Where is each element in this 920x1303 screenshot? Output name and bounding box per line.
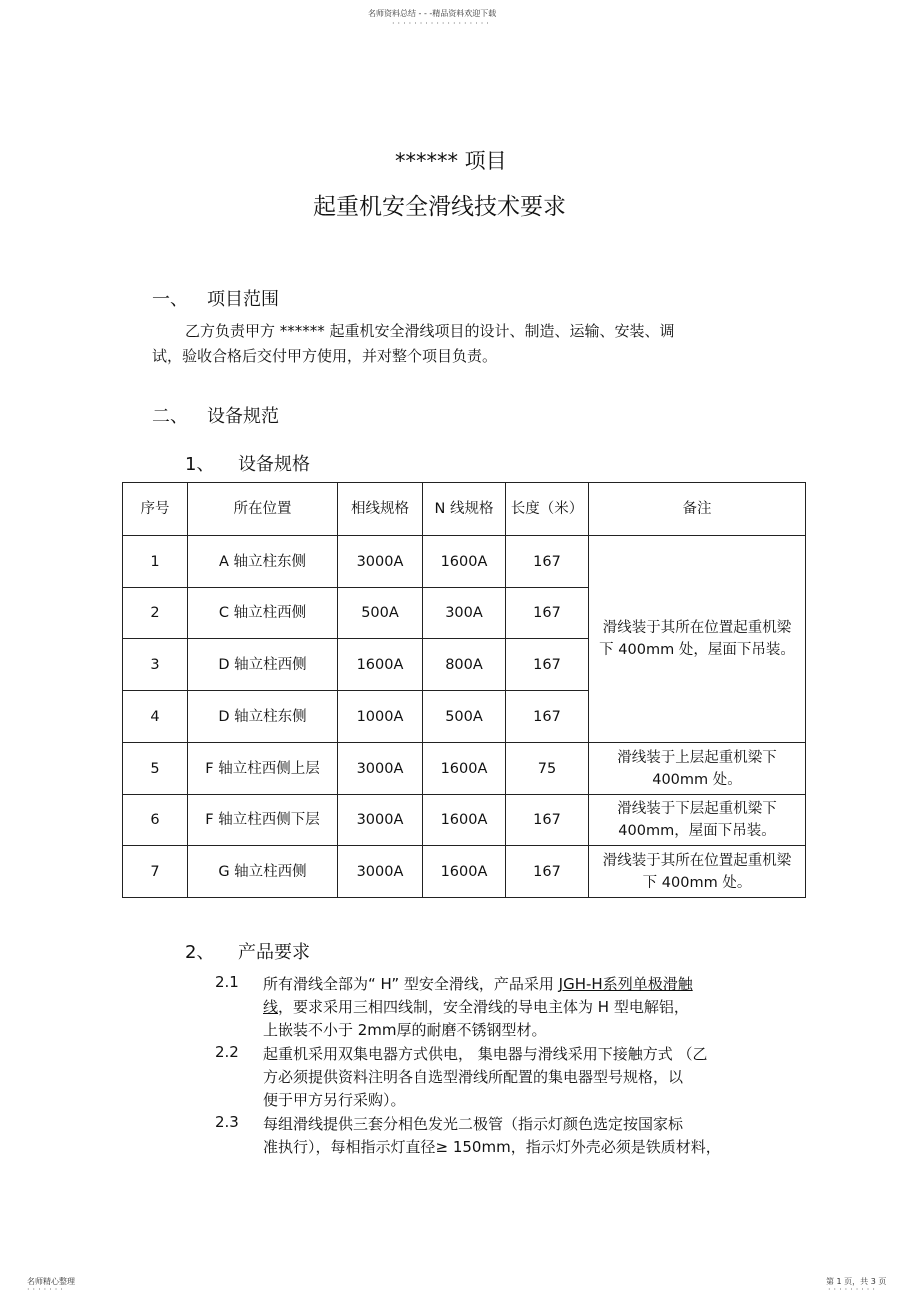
table-cell: 167	[506, 846, 589, 898]
table-cell-remark: 滑线装于其所在位置起重机梁下 400mm 处。	[589, 846, 806, 898]
section-title: 设备规范	[207, 406, 279, 427]
table-cell: 1600A	[423, 743, 506, 795]
table-cell: 167	[506, 639, 589, 691]
table-cell: 4	[123, 691, 188, 743]
paragraph-line: 试，验收合格后交付甲方使用，并对整个项目负责。	[152, 347, 498, 365]
equipment-spec-table	[122, 482, 806, 898]
table-cell: 800A	[423, 639, 506, 691]
item-line: 上嵌装不小于 2mm厚的耐磨不锈钢型材。	[263, 1021, 547, 1039]
table-cell: G 轴立柱西侧	[188, 846, 338, 898]
table-cell: 300A	[423, 588, 506, 639]
page-header: 名师资料总结 - - -精品资料欢迎下载	[368, 9, 497, 18]
item-line	[263, 973, 693, 994]
item-text: ，要求采用三相四线制，安全滑线的导电主体为 H 型电解铝，	[278, 998, 689, 1016]
subsection-number: 2、	[185, 942, 215, 963]
table-cell: 2	[123, 588, 188, 639]
table-cell: 1	[123, 536, 188, 588]
table-cell-remark: 滑线装于其所在位置起重机梁下 400mm 处，屋面下吊装。	[589, 536, 806, 743]
table-cell: C 轴立柱西侧	[188, 588, 338, 639]
section-number: 二、	[152, 406, 188, 427]
table-row	[123, 743, 806, 795]
table-row	[123, 846, 806, 898]
table-header: 所在位置	[188, 483, 338, 536]
paragraph-line: 乙方负责甲方 ****** 起重机安全滑线项目的设计、制造、运输、安装、调	[185, 322, 675, 340]
item-number: 2.3	[215, 1113, 239, 1131]
table-cell: 1600A	[423, 536, 506, 588]
item-number: 2.1	[215, 973, 239, 991]
item-line: 每组滑线提供三套分相色发光二极管（指示灯颜色选定按国家标	[263, 1115, 684, 1133]
table-cell: A 轴立柱东侧	[188, 536, 338, 588]
table-header-row	[123, 483, 806, 536]
item-number: 2.2	[215, 1043, 239, 1061]
item-line: 便于甲方另行采购）。	[263, 1091, 406, 1109]
subsection-title: 产品要求	[238, 942, 310, 963]
table-cell: 3000A	[338, 743, 423, 795]
table-cell: 6	[123, 795, 188, 846]
item-line	[263, 996, 689, 1017]
subsection-number: 1、	[185, 454, 215, 475]
footer-divider: ·······	[27, 1285, 66, 1294]
footer-divider: ·········	[828, 1285, 878, 1294]
table-cell: D 轴立柱东侧	[188, 691, 338, 743]
doc-title-project: ****** 项目	[395, 149, 507, 173]
table-row	[123, 536, 806, 588]
section-number: 一、	[152, 289, 188, 310]
table-cell: 3000A	[338, 795, 423, 846]
section-title: 项目范围	[207, 289, 279, 310]
table-cell: 7	[123, 846, 188, 898]
table-header: 长度（米）	[506, 483, 589, 536]
product-model-text: 线	[263, 998, 279, 1016]
table-header: N 线规格	[423, 483, 506, 536]
table-cell-remark: 滑线装于上层起重机梁下 400mm 处。	[589, 743, 806, 795]
table-cell: 1000A	[338, 691, 423, 743]
table-cell: 75	[506, 743, 589, 795]
table-cell: 1600A	[423, 795, 506, 846]
table-cell: F 轴立柱西侧下层	[188, 795, 338, 846]
item-text: 所有滑线全部为“ H” 型安全滑线，产品采用	[263, 975, 559, 993]
page-number: 第 1 页，共 3 页	[826, 1277, 887, 1286]
table-cell: 167	[506, 536, 589, 588]
table-cell: D 轴立柱西侧	[188, 639, 338, 691]
product-model-text: JGH-H系列单极滑触	[558, 975, 693, 993]
table-cell: 3000A	[338, 846, 423, 898]
table-cell: 1600A	[423, 846, 506, 898]
table-cell: 167	[506, 588, 589, 639]
header-divider: ··················	[392, 19, 492, 28]
table-cell-remark: 滑线装于下层起重机梁下 400mm，屋面下吊装。	[589, 795, 806, 846]
subsection-title: 设备规格	[238, 454, 310, 475]
table-header: 备注	[589, 483, 806, 536]
item-line: 准执行），每相指示灯直径≥ 150mm，指示灯外壳必须是铁质材料，	[263, 1138, 721, 1156]
table-cell: 1600A	[338, 639, 423, 691]
table-cell: 3000A	[338, 536, 423, 588]
table-cell: 3	[123, 639, 188, 691]
table-row	[123, 795, 806, 846]
table-cell: 500A	[423, 691, 506, 743]
table-cell: 5	[123, 743, 188, 795]
table-cell: F 轴立柱西侧上层	[188, 743, 338, 795]
item-line: 起重机采用双集电器方式供电， 集电器与滑线采用下接触方式 （乙	[263, 1045, 708, 1063]
table-cell: 500A	[338, 588, 423, 639]
item-line: 方必须提供资料注明各自选型滑线所配置的集电器型号规格，以	[263, 1068, 684, 1086]
table-header: 相线规格	[338, 483, 423, 536]
table-cell: 167	[506, 795, 589, 846]
footer-left: 名师精心整理	[27, 1277, 75, 1286]
table-header: 序号	[123, 483, 188, 536]
table-cell: 167	[506, 691, 589, 743]
doc-title: 起重机安全滑线技术要求	[313, 194, 566, 220]
